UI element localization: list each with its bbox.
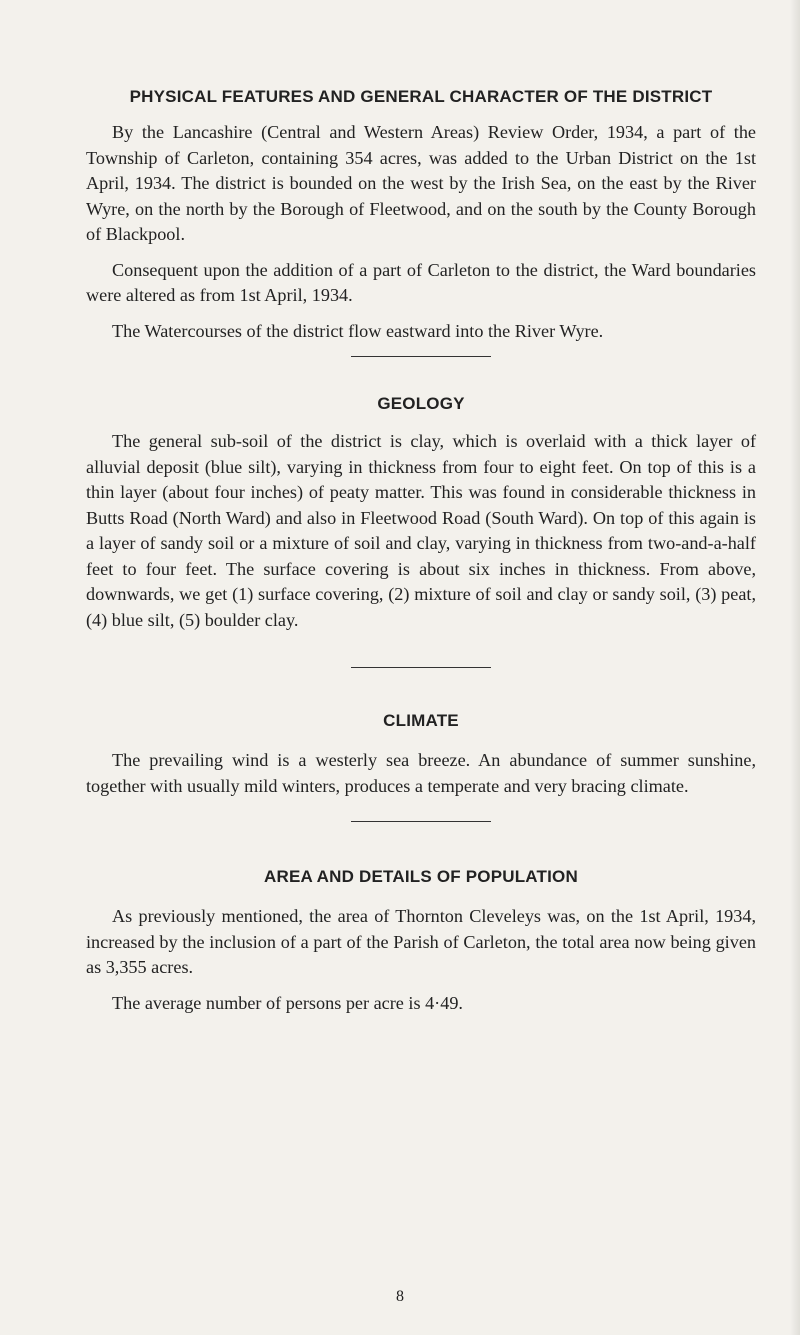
section-climate: [86, 710, 756, 799]
document-page: [86, 86, 756, 1016]
section-heading: CLIMATE: [383, 711, 459, 730]
divider: [351, 821, 491, 822]
section-physical-features: [86, 86, 756, 344]
divider: [351, 667, 491, 668]
paragraph: The Watercourses of the district flow eastward into the River Wyre.: [112, 320, 604, 341]
paragraph: The average number of persons per acre is 4·49.: [112, 992, 463, 1013]
page-number: 8: [396, 1288, 404, 1305]
page-edge-shadow: [790, 0, 800, 1335]
section-geology: [86, 393, 756, 633]
section-area-population: [86, 866, 756, 1016]
paragraph: By the Lancashire (Central and Western Areas) Review Order, 1934, a part of the Township of Carleton, containing 354 acres, was added to the Urban District on the 1st April, 1934. The district is bounded on the west by the Irish Sea, on the east by the River Wyre, on the north by the Borough of Fleetwood, and on the south by the County Borough of Blackpool.: [86, 122, 756, 244]
section-heading: GEOLOGY: [377, 394, 465, 413]
paragraph: The prevailing wind is a westerly sea breeze. An abundance of summer sunshine, together with usually mild winters, produces a temperate and very bracing climate.: [86, 750, 756, 796]
paragraph: The general sub-soil of the district is clay, which is overlaid with a thick layer of alluvial deposit (blue silt), varying in thickness from four to eight feet. On top of this is a thin layer (about four inches) of peaty matter. This was found in considerable thickness in Butts Road (North Ward) and also in Fleetwood Road (South Ward). On top of this again is a layer of sandy soil or a mixture of soil and clay, varying in thickness from two-and-a-half feet to four feet. The surface covering is about six inches in thickness. From above, downwards, we get (1) surface covering, (2) mixture of soil and clay or sandy soil, (3) peat, (4) blue silt, (5) boulder clay.: [86, 431, 756, 630]
section-heading: AREA AND DETAILS OF POPULATION: [264, 867, 578, 886]
divider: [351, 356, 491, 357]
section-heading: PHYSICAL FEATURES AND GENERAL CHARACTER OF THE DISTRICT: [129, 87, 713, 106]
paragraph: As previously mentioned, the area of Thornton Cleveleys was, on the 1st April, 1934, increased by the inclusion of a part of the Parish of Carleton, the total area now being given as 3,355 acres.: [86, 906, 756, 977]
paragraph: Consequent upon the addition of a part of Carleton to the district, the Ward boundaries were altered as from 1st April, 1934.: [86, 259, 756, 305]
